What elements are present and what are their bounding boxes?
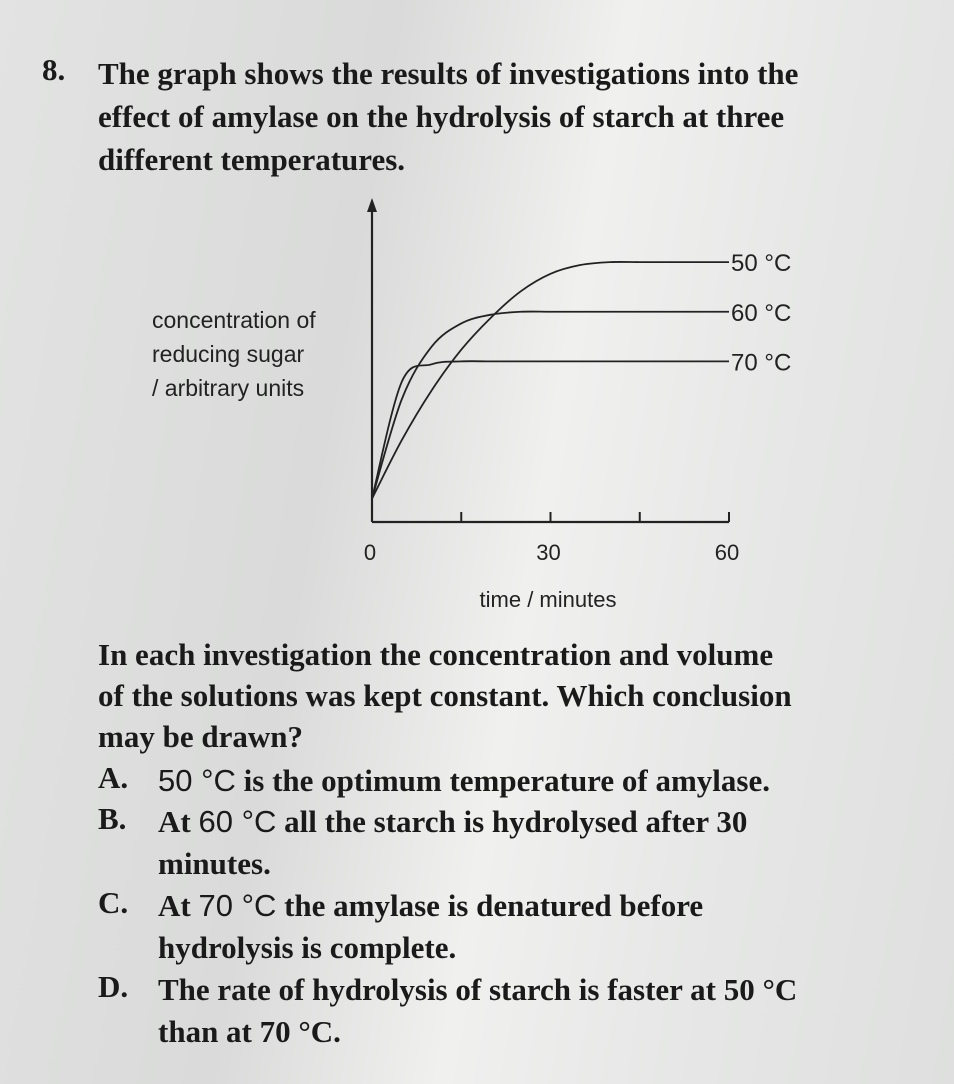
paragraph-line: of the solutions was kept constant. Which conclusion [98,678,792,713]
x-tick-label: 30 [536,540,561,565]
option-c-letter[interactable]: C. [98,885,129,920]
option-d-letter[interactable]: D. [98,969,129,1004]
option-body: is the optimum temperature of amylase. [235,763,770,798]
stem-line: effect of amylase on the hydrolysis of starch at three [98,99,785,134]
option-a-text[interactable] [158,760,898,802]
option-prefix: At [158,888,199,923]
option-body-line2: than at 70 °C. [158,1014,341,1049]
chart-labels [152,250,791,612]
option-body: all the starch is hydrolysed after 30 [276,804,748,839]
question-paragraph [98,634,898,757]
y-axis-label-line: reducing sugar [152,341,305,367]
option-temperature: 70 °C [198,888,277,923]
option-body-line2: minutes. [158,846,271,881]
option-a-letter[interactable]: A. [98,760,129,795]
series-label: 50 °C [731,250,792,278]
stem-line: different temperatures. [98,142,406,177]
series-line-3 [372,361,729,498]
series-line-1 [372,262,729,499]
y-axis-label-line: concentration of [152,307,316,333]
x-axis-label: time / minutes [479,587,617,612]
stem-line: The graph shows the results of investigations into the [98,56,799,91]
y-axis-arrow [367,198,377,212]
paragraph-line: In each investigation the concentration and volume [98,637,774,672]
paragraph-line: may be drawn? [98,719,303,754]
option-temperature: 50 °C [158,763,236,798]
series-line-2 [372,312,729,499]
option-d-text[interactable] [158,969,898,1053]
x-tick-label: 0 [363,540,377,565]
option-b-letter[interactable]: B. [98,801,127,836]
chart-series [372,262,729,499]
option-b-text[interactable] [158,801,898,885]
series-label: 70 °C [731,349,792,377]
option-body-line2: hydrolysis is complete. [158,930,457,965]
option-prefix: At [158,804,199,839]
option-temperature: 60 °C [198,804,277,839]
option-body: the amylase is denatured before [276,888,704,923]
x-tick-label: 60 [714,540,740,565]
series-label: 60 °C [731,299,792,327]
option-body: The rate of hydrolysis of starch is faster at 50 °C [158,972,798,1007]
y-axis-label-line: / arbitrary units [152,375,305,401]
question-number: 8. [42,52,66,87]
option-c-text[interactable] [158,885,898,969]
